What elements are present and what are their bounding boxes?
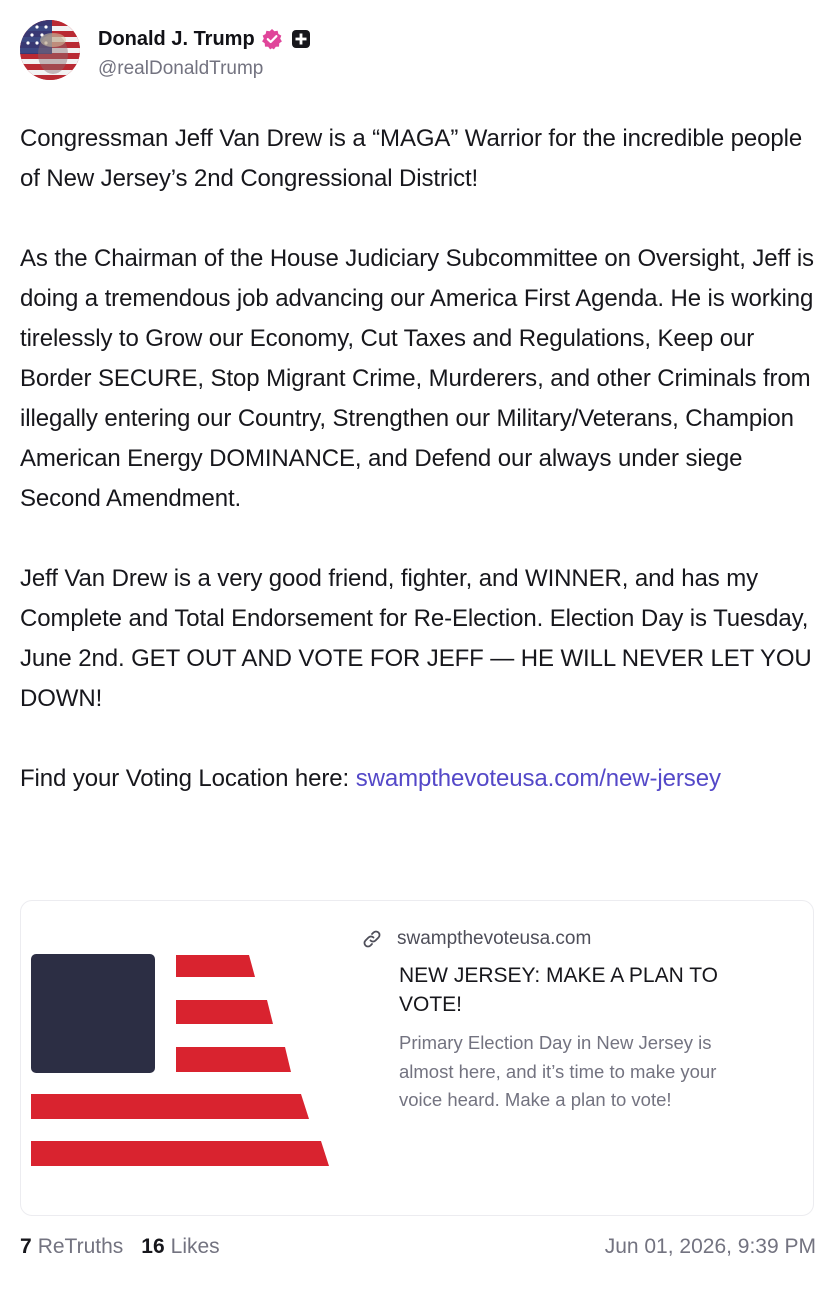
post-paragraph: Jeff Van Drew is a very good friend, fighter, and WINNER, and has my Complete and Total Endorsement for Re-Election. Election Day is Tuesday, June 2nd. GET OUT AND VOTE FOR JEFF — HE WILL NEVER LET YOU DOWN! <box>20 565 812 712</box>
likes-label: Likes <box>170 1235 220 1258</box>
likes-count: 16 <box>141 1235 165 1258</box>
post-paragraph: As the Chairman of the House Judiciary Subcommittee on Oversight, Jeff is doing a tremendous job advancing our America First Agenda. He is working tirelessly to Grow our Economy, Cut Taxes and Regulations, Keep our Border SECURE, Stop Migrant Crime, Murderers, and other Criminals from illegally entering our Country, Strengthen our Military/Veterans, Champion American Energy DOMINANCE, and Defend our always under siege Second Amendment. <box>20 245 814 512</box>
avatar[interactable] <box>20 20 80 80</box>
voting-location-link[interactable]: swampthevoteusa.com/new-jersey <box>355 765 721 792</box>
post-stats <box>20 1235 238 1259</box>
flag-stripe <box>176 1000 273 1024</box>
flag-stripe <box>31 1141 329 1166</box>
name-row <box>98 26 311 52</box>
link-preview-text <box>361 925 761 1115</box>
voting-location-prefix: Find your Voting Location here: <box>20 765 356 792</box>
likes-stat[interactable] <box>141 1235 219 1259</box>
flag-canton <box>31 954 155 1073</box>
voting-location-line <box>20 759 820 799</box>
link-preview-card[interactable] <box>20 900 814 1216</box>
author-handle[interactable]: @realDonaldTrump <box>98 58 264 79</box>
avatar-flag-face-image <box>20 20 80 80</box>
flag-stripe <box>31 1094 309 1119</box>
verified-badge-icon <box>261 28 283 50</box>
author-display-name[interactable]: Donald J. Trump <box>98 27 255 50</box>
author-info <box>98 20 311 80</box>
post-timestamp[interactable]: Jun 01, 2026, 9:39 PM <box>604 1235 816 1258</box>
flag-logo-image <box>31 949 331 1169</box>
retruths-count: 7 <box>20 1235 32 1258</box>
link-icon <box>361 928 383 950</box>
card-domain: swampthevoteusa.com <box>397 928 592 949</box>
post-content <box>20 119 820 839</box>
post-paragraph: Congressman Jeff Van Drew is a “MAGA” Warrior for the incredible people of New Jersey’s 2nd Congressional District! <box>20 125 803 192</box>
card-domain-row <box>361 925 761 953</box>
flag-stripe <box>176 1047 291 1072</box>
post-header <box>20 20 311 82</box>
flag-stripe <box>176 955 255 977</box>
card-description: Primary Election Day in New Jersey is almost here, and it’s time to make your voice heard. Make a plan to vote! <box>399 1032 717 1110</box>
retruths-label: ReTruths <box>37 1235 124 1258</box>
card-title[interactable]: NEW JERSEY: MAKE A PLAN TO VOTE! <box>399 964 718 1016</box>
plus-badge-icon <box>291 29 311 49</box>
post-footer <box>20 1232 816 1262</box>
link-preview-image <box>31 949 331 1169</box>
retruths-stat[interactable] <box>20 1235 123 1259</box>
